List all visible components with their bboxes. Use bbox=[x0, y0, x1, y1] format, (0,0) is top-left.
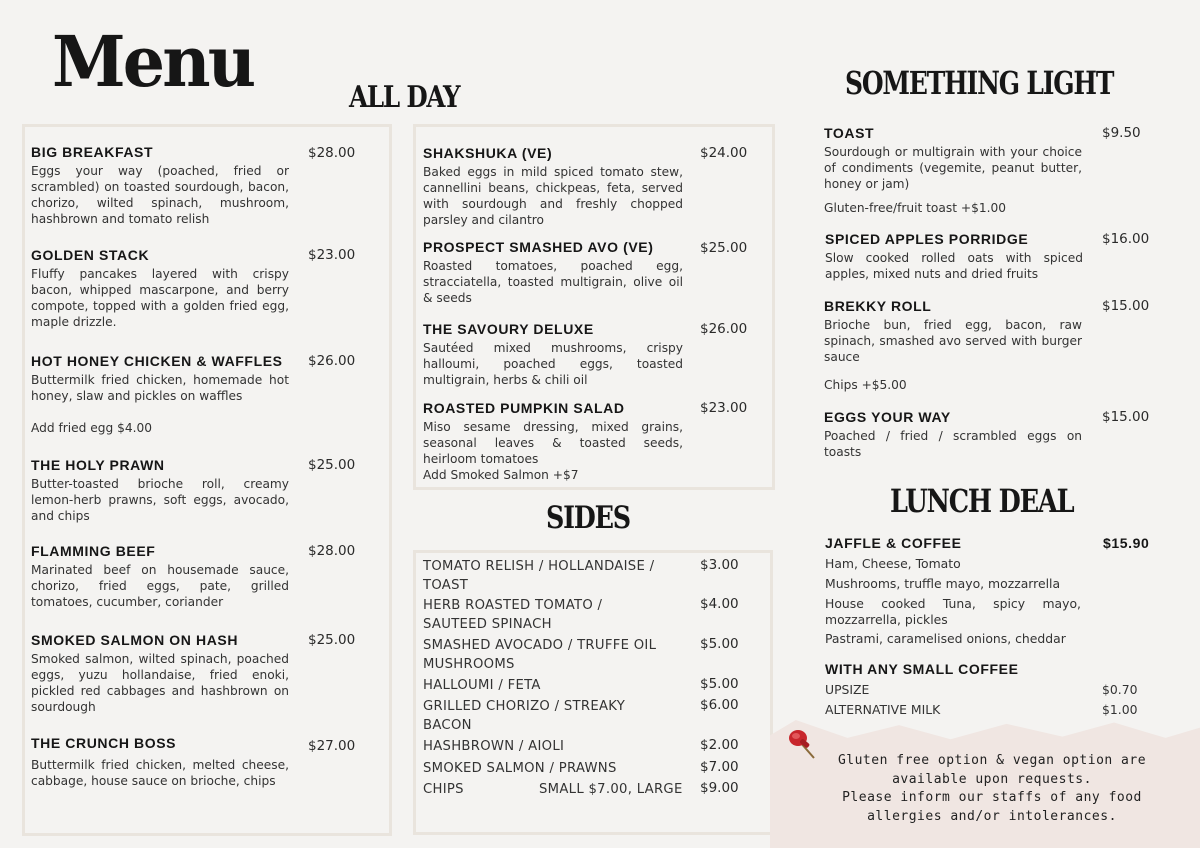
item-desc: Poached / fried / scrambled eggs on toasts bbox=[824, 429, 1082, 459]
item-price: $15.00 bbox=[1102, 409, 1150, 425]
item-desc: Fluffy pancakes layered with crispy bacon, whipped mascarpone, and berry compote, topped with a golden fried egg, maple drizzle. bbox=[31, 267, 289, 329]
side-label: HALLOUMI / FETA bbox=[423, 678, 541, 693]
side-label: HASHBROWN / AIOLI bbox=[423, 739, 565, 754]
menu-item bbox=[824, 409, 1082, 460]
item-name: GOLDEN STACK bbox=[31, 247, 150, 263]
heading-all-day: ALL DAY bbox=[349, 80, 460, 115]
item-price: $28.00 bbox=[308, 145, 356, 161]
item-price: $25.00 bbox=[308, 457, 356, 473]
side-price: $5.00 bbox=[700, 676, 739, 692]
side-price: $2.00 bbox=[700, 737, 739, 753]
item-desc: Miso sesame dressing, mixed grains, seasonal leaves & toasted seeds, heirloom tomatoes bbox=[423, 420, 683, 466]
item-desc: Sourdough or multigrain with your choice of condiments (vegemite, peanut butter, honey or jam) bbox=[824, 145, 1082, 191]
side-price: $5.00 bbox=[700, 636, 739, 652]
item-price: $27.00 bbox=[308, 738, 356, 754]
item-name: SHAKSHUKA (VE) bbox=[423, 145, 553, 161]
jaffle-option: House cooked Tuna, spicy mayo, mozzarrella, pickles bbox=[825, 596, 1081, 627]
menu-item bbox=[824, 298, 1082, 365]
item-extra: Gluten-free/fruit toast +$1.00 bbox=[824, 201, 1006, 215]
item-name: THE CRUNCH BOSS bbox=[31, 735, 177, 751]
side-row bbox=[423, 759, 763, 778]
allergy-notice bbox=[808, 752, 1176, 826]
item-name: THE HOLY PRAWN bbox=[31, 457, 165, 473]
item-price: $25.00 bbox=[700, 240, 748, 256]
item-name: TOAST bbox=[824, 125, 875, 141]
item-desc: Smoked salmon, wilted spinach, poached eggs, yuzu hollandaise, fried enoki, pickled red cabbages and hashbrown on sourdough bbox=[31, 652, 289, 714]
item-price: $9.50 bbox=[1102, 125, 1141, 141]
item-desc: Sautéed mixed mushrooms, crispy halloumi, poached eggs, toasted multigrain, herbs & chili oil bbox=[423, 341, 683, 387]
side-row bbox=[423, 697, 763, 735]
item-price: $26.00 bbox=[308, 353, 356, 369]
jaffle-option: Mushrooms, truffle mayo, mozzarrella bbox=[825, 576, 1061, 591]
item-desc: Baked eggs in mild spiced tomato stew, cannellini beans, chickpeas, feta, served with sourdough and freshly chopped parsley and cilantro bbox=[423, 165, 683, 227]
heading-something-light: SOMETHING LIGHT bbox=[845, 64, 1114, 102]
item-price: $23.00 bbox=[308, 247, 356, 263]
side-row bbox=[423, 780, 763, 799]
item-name: FLAMMING BEEF bbox=[31, 543, 156, 559]
item-desc: Roasted tomatoes, poached egg, stracciatella, toasted multigrain, olive oil & seeds bbox=[423, 259, 683, 305]
side-price: $6.00 bbox=[700, 697, 739, 713]
item-desc: Buttermilk fried chicken, homemade hot honey, slaw and pickles on waffles bbox=[31, 373, 289, 403]
menu-title: Menu bbox=[52, 20, 254, 103]
menu-item bbox=[423, 145, 683, 228]
side-price: $7.00 bbox=[700, 759, 739, 775]
coffee-extra-price: $0.70 bbox=[1102, 682, 1138, 697]
notice-line: allergies and/or intolerances. bbox=[867, 808, 1117, 824]
side-label: CHIPS bbox=[423, 782, 464, 797]
item-desc: Buttermilk fried chicken, melted cheese, cabbage, house sauce on brioche, chips bbox=[31, 758, 289, 788]
item-desc: Brioche bun, fried egg, bacon, raw spinach, smashed avo served with burger sauce bbox=[824, 318, 1082, 364]
menu-item bbox=[824, 125, 1082, 192]
side-price: $3.00 bbox=[700, 557, 739, 573]
menu-item bbox=[423, 321, 683, 388]
menu-item bbox=[31, 247, 289, 330]
jaffle-option: Ham, Cheese, Tomato bbox=[825, 556, 961, 571]
jaffle-option: Pastrami, caramelised onions, cheddar bbox=[825, 631, 1066, 646]
item-desc: Butter-toasted brioche roll, creamy lemon-herb prawns, soft eggs, avocado, and chips bbox=[31, 477, 289, 523]
menu-item bbox=[31, 144, 289, 227]
menu-item bbox=[31, 543, 289, 610]
side-size-options: SMALL $7.00, LARGE bbox=[539, 782, 683, 797]
item-extra: Add Smoked Salmon +$7 bbox=[423, 468, 579, 482]
coffee-extra-price: $1.00 bbox=[1102, 702, 1138, 717]
item-name: BREKKY ROLL bbox=[824, 298, 932, 314]
item-name: BIG BREAKFAST bbox=[31, 144, 154, 160]
item-price: $24.00 bbox=[700, 145, 748, 161]
menu-item bbox=[31, 632, 289, 715]
item-name: SMOKED SALMON ON HASH bbox=[31, 632, 239, 648]
side-price: $9.00 bbox=[700, 780, 739, 796]
item-price: $15.00 bbox=[1102, 298, 1150, 314]
menu-item bbox=[31, 353, 289, 404]
side-row bbox=[423, 557, 763, 595]
side-label: SMOKED SALMON / PRAWNS bbox=[423, 761, 617, 776]
side-row bbox=[423, 596, 763, 634]
notice-line: Please inform our staffs of any food bbox=[842, 790, 1142, 805]
side-label: GRILLED CHORIZO / STREAKY BACON bbox=[423, 699, 626, 733]
item-name: THE SAVOURY DELUXE bbox=[423, 321, 594, 337]
menu-item bbox=[423, 400, 683, 467]
item-extra: Chips +$5.00 bbox=[824, 378, 907, 392]
item-desc: Marinated beef on housemade sauce, chorizo, fried eggs, pate, grilled tomatoes, cucumber, coriander bbox=[31, 563, 289, 609]
side-price: $4.00 bbox=[700, 596, 739, 612]
side-label: HERB ROASTED TOMATO / SAUTEED SPINACH bbox=[423, 598, 603, 632]
item-price: $23.00 bbox=[700, 400, 748, 416]
item-extra: Add fried egg $4.00 bbox=[31, 421, 152, 435]
notice-line: available upon requests. bbox=[892, 771, 1092, 787]
side-row bbox=[423, 676, 763, 695]
heading-lunch-deal: LUNCH DEAL bbox=[890, 482, 1074, 520]
item-price: $25.00 bbox=[308, 632, 356, 648]
coffee-heading: WITH ANY SMALL COFFEE bbox=[825, 661, 1019, 677]
menu-item bbox=[423, 239, 683, 306]
item-price: $28.00 bbox=[308, 543, 356, 559]
coffee-extra-label: ALTERNATIVE MILK bbox=[825, 702, 941, 717]
menu-item bbox=[31, 457, 289, 524]
item-name: SPICED APPLES PORRIDGE bbox=[825, 231, 1029, 247]
side-label: TOMATO RELISH / HOLLANDAISE / TOAST bbox=[423, 559, 655, 593]
item-name: PROSPECT SMASHED AVO (VE) bbox=[423, 239, 654, 255]
lunch-item-name: JAFFLE & COFFEE bbox=[825, 535, 962, 551]
item-name: ROASTED PUMPKIN SALAD bbox=[423, 400, 625, 416]
item-price: $26.00 bbox=[700, 321, 748, 337]
item-name: EGGS YOUR WAY bbox=[824, 409, 951, 425]
item-desc: Slow cooked rolled oats with spiced apples, mixed nuts and dried fruits bbox=[825, 251, 1083, 281]
heading-sides: SIDES bbox=[546, 500, 630, 536]
lunch-item-price: $15.90 bbox=[1103, 535, 1150, 551]
side-row bbox=[423, 636, 763, 674]
item-name: HOT HONEY CHICKEN & WAFFLES bbox=[31, 353, 283, 369]
menu-item bbox=[31, 735, 289, 789]
sides-list bbox=[423, 557, 763, 827]
side-row bbox=[423, 737, 763, 756]
menu-item bbox=[825, 231, 1083, 282]
coffee-extra-label: UPSIZE bbox=[825, 682, 870, 697]
notice-line: Gluten free option & vegan option are bbox=[837, 753, 1147, 768]
side-label: SMASHED AVOCADO / TRUFFE OIL MUSHROOMS bbox=[423, 638, 657, 672]
item-desc: Eggs your way (poached, fried or scrambled) on toasted sourdough, bacon, chorizo, wilted spinach, mushroom, hashbrown and tomato relish bbox=[31, 164, 289, 226]
item-price: $16.00 bbox=[1102, 231, 1150, 247]
